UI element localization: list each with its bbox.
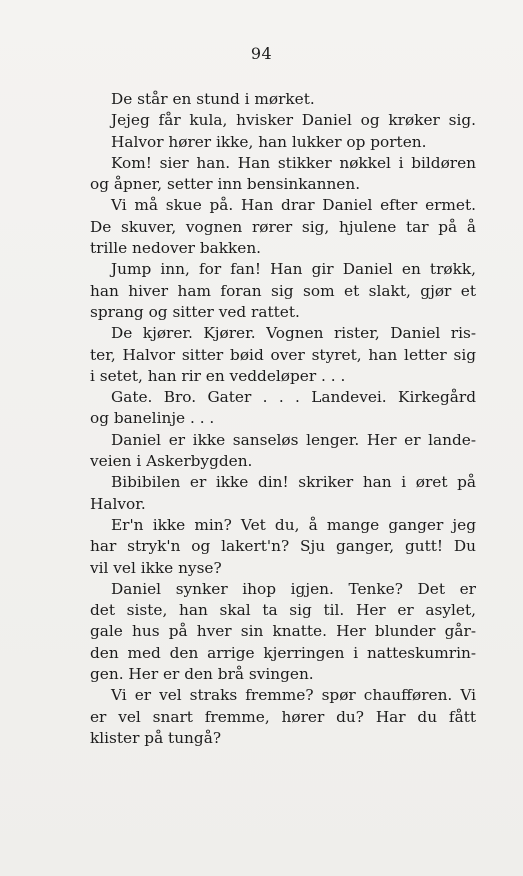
text-line: i setet, han rir en veddeløper . . . <box>90 366 346 385</box>
text-line: Vi må skue på. Han drar Daniel efter ermet. <box>111 196 476 215</box>
text-line: gale hus på hver sin knatte. Her blunder går- <box>90 622 476 641</box>
text-line: og åpner, setter inn bensinkannen. <box>90 175 361 194</box>
text-line: Er'n ikke min? Vet du, å mange ganger jeg <box>111 515 476 534</box>
text-line: De skuver, vognen rører sig, hjulene tar på å <box>90 217 476 236</box>
text-line: Halvor. <box>90 494 146 513</box>
text-line: den med den arrige kjerringen i natteskumrin- <box>90 643 476 662</box>
text-line: gen. Her er den brå svingen. <box>90 665 314 684</box>
text-line: ter, Halvor sitter bøid over styret, han letter sig <box>90 345 476 364</box>
text-line: vil vel ikke nyse? <box>90 558 222 577</box>
text-line: sprang og sitter ved rattet. <box>90 302 300 321</box>
text-line: og banelinje . . . <box>90 409 215 428</box>
text-line: Vi er vel straks fremme? spør chaufføren. Vi <box>111 686 476 705</box>
text-line: Bibibilen er ikke din! skriker han i øret på <box>111 473 476 492</box>
text-line: Halvor hører ikke, han lukker op porten. <box>111 132 427 151</box>
text-line: har stryk'n og lakert'n? Sju ganger, gutt! Du <box>90 537 476 556</box>
text-line: Jump inn, for fan! Han gir Daniel en trøkk, <box>111 260 476 279</box>
text-line: Gate. Bro. Gater . . . Landevei. Kirkegård <box>111 388 476 407</box>
text-line: det siste, han skal ta sig til. Her er asylet, <box>90 601 476 620</box>
text-line: klister på tungå? <box>90 728 222 747</box>
text-line: trille nedover bakken. <box>90 239 262 258</box>
text-line: Daniel synker ihop igjen. Tenke? Det er <box>111 579 476 598</box>
text-line: er vel snart fremme, hører du? Har du fått <box>90 707 476 726</box>
text-line: De kjører. Kjører. Vognen rister, Daniel ris- <box>111 324 476 343</box>
text-line: han hiver ham foran sig som et slakt, gjør et <box>90 281 476 300</box>
text-line: Kom! sier han. Han stikker nøkkel i bildøren <box>111 153 476 172</box>
text-line: veien i Askerbygden. <box>90 452 253 471</box>
body-text <box>90 89 476 749</box>
text-line: Daniel er ikke sanseløs lenger. Her er lande- <box>111 430 476 449</box>
page-number: 94 <box>250 44 273 63</box>
text-line: De står en stund i mørket. <box>111 90 315 108</box>
text-line: Jejeg får kula, hvisker Daniel og krøker sig. <box>111 111 476 130</box>
